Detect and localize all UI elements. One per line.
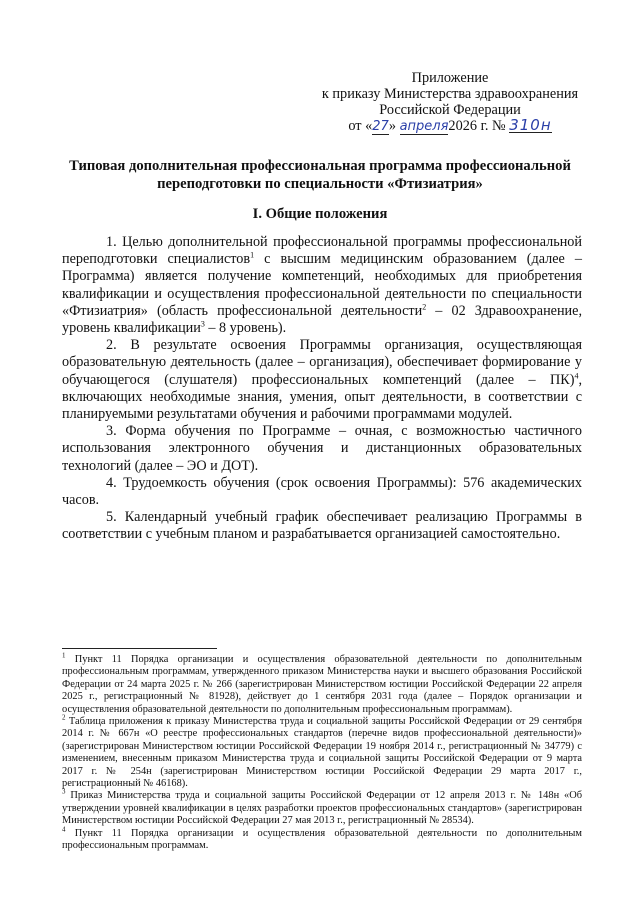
paragraph-2: 2. В результате освоения Программы организация, осуществляющая образовательную деятельность (далее – организация), обеспечивает формирование у обучающегося (слушателя) профессиональных компетенций (далее – ПК)$^4$, включающих необходимые знания, умения, опыт деятельности, в соответствии с планируемыми результатами обучения и рабочими программами модулей. [62, 337, 582, 423]
footnote-4: $^4$ Пункт 11 Порядка организации и осуществления образовательной деятельности по дополнительным профессиональным программам. [62, 825, 582, 852]
date-mid: » [388, 118, 396, 134]
footnote-1: $^1$ Пункт 11 Порядка организации и осуществления образовательной деятельности по дополнительным профессиональным программам, утвержденного приказом Министерства науки и высшего образования Российской Федерации от 24 марта 2025 г. № 266 (зарегистрирован Министерством юстиции Российской Федерации 22 апреля 2025 г., регистрационный № 81928), действует до 1 сентября 2031 года (далее – Порядок организации и осуществления образовательной деятельности по дополнительным профессиональным программам). [62, 651, 582, 715]
footnote-separator [62, 648, 217, 649]
paragraph-5: 5. Календарный учебный график обеспечивает реализацию Программы в соответствии с учебным планом и разрабатывается организацией самостоятельно. [62, 509, 582, 543]
approval-line-2: к приказу Министерства здравоохранения [321, 86, 579, 102]
handwritten-month: апреля [399, 119, 449, 134]
footnote-ref-1[interactable]: 1 [250, 250, 255, 260]
date-year: 2026 г. № [448, 118, 506, 134]
footnote-ref-3[interactable]: 3 [200, 319, 205, 329]
approval-line-3: Российской Федерации [379, 102, 521, 118]
footnote-2: $^2$ Таблица приложения к приказу Министерства труда и социальной защиты Российской Федерации от 29 сентября 2014 г. № 667н «О реестре профессиональных стандартов (перечне видов профессиональной деятельности)» (зарегистрирован Министерством юстиции Российской Федерации 19 ноября 2014 г., регистрационный № 34779) с изменением, внесенным приказом Министерства труда и социальной защиты Российской Федерации от 9 марта 2017 г. № 254н (зарегистрирован Министерством юстиции Российской Федерации 29 марта 2017 г., регистрационный № 46168). [62, 713, 582, 790]
footnote-ref-4[interactable]: 4 [574, 370, 579, 380]
paragraph-4: 4. Трудоемкость обучения (срок освоения Программы): 576 академических часов. [62, 474, 582, 509]
document-title [62, 157, 578, 193]
handwritten-order-number: 310н [509, 116, 552, 134]
section-heading: I. Общие положения [252, 206, 388, 222]
footnote-3: $^3$ Приказ Министерства труда и социальной защиты Российской Федерации от 12 апреля 2013 г. № 148н «Об утверждении уровней квалификации в целях разработки проектов профессиональных стандартов» (зарегистрирован Министерством юстиции Российской Федерации 27 мая 2013 г., регистрационный № 28534). [62, 788, 582, 827]
approval-date-line [300, 118, 600, 135]
title-line-1: Типовая дополнительная профессиональная программа профессиональной [69, 158, 571, 174]
paragraph-3: 3. Форма обучения по Программе – очная, с возможностью частичного использования электронного обучения и дистанционных образовательных технологий (далее – ЭО и ДОТ). [62, 423, 582, 474]
paragraph-1: 1. Целью дополнительной профессиональной программы профессиональной переподготовки специалистов$^1$ с высшим медицинским образованием (далее – Программа) является получение компетенций, необходимых для приобретения квалификации и осуществления профессиональной деятельности по специальности «Фтизиатрия» (область профессиональной деятельности$^2$ – 02 Здравоохранение, уровень квалификации$^3$ – 8 уровень). [62, 234, 582, 337]
footnotes [62, 651, 582, 853]
title-line-2: переподготовки по специальности «Фтизиатрия» [157, 176, 483, 192]
date-prefix: от « [348, 118, 373, 134]
document-body [62, 234, 582, 544]
approval-block [300, 70, 600, 135]
footnote-ref-2[interactable]: 2 [422, 302, 427, 312]
handwritten-day: 27 [372, 119, 389, 134]
approval-line-1: Приложение [411, 70, 489, 86]
